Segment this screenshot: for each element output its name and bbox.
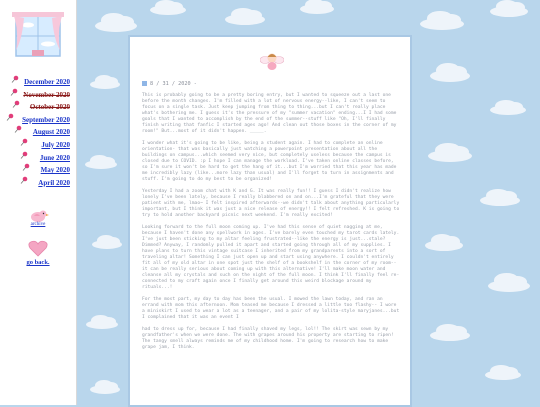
pushpin-icon bbox=[22, 163, 30, 171]
heart-icon[interactable] bbox=[28, 240, 48, 257]
date-bullet-icon bbox=[142, 81, 147, 86]
archive-link-september-2020[interactable]: September 2020 bbox=[22, 115, 70, 124]
pushpin-icon bbox=[20, 138, 28, 146]
pushpin-icon bbox=[20, 176, 28, 184]
cherub-icon bbox=[260, 51, 284, 71]
post-body bbox=[142, 93, 400, 357]
post-date-text: 8 / 31 / 2020 - bbox=[150, 81, 197, 87]
journal-entry-panel bbox=[128, 35, 412, 407]
archive-link-june-2020[interactable]: June 2020 bbox=[39, 153, 70, 162]
post-paragraph: I wonder what it's going to be like, being a student again. I had to complete an online orientation- that was basically just watching a powerpoint presentation about all the buildings on campus...which seemed very nice, but completely useless because the campus is closed due to COVID. :p I hope I can manage the workload. I've taken online classes before, so I'm sure it won't be hard to get the hang of it...but I'm worried that this year has made me incredibly lazy (like...more lazy than usual) and I'll forget to turn in assignments and stuff. I'm going to do my best to be organized! bbox=[142, 141, 397, 182]
pushpin-icon bbox=[20, 151, 28, 159]
archive-link-august-2020[interactable]: August 2020 bbox=[32, 128, 70, 137]
archive-link-april-2020[interactable]: April 2020 bbox=[38, 178, 70, 187]
month-nav bbox=[0, 78, 76, 191]
archive-link-october-2020[interactable]: October 2020 bbox=[29, 103, 70, 112]
window-curtain-icon bbox=[10, 10, 66, 62]
sidebar bbox=[0, 0, 77, 405]
post-paragraph: Looking forward to the full moon coming up. I've had this sense of quiet nagging at me, because I haven't done any spellwork in ages. I've barely even touched my tarot cards lately. I've just been sticking to my altar feeling frustrated--like the energy is just...stale? Dimmed? Anyway, I randomly pulled it apart and started going through all of my supplies. I have plans to turn this vintage suitcase I inherited from my grandparents into a sort of traveling altar! Something I can just open up and start using anywhere. I couldn't entirely fit all of my old altar in one spot just the shelf of a bookshelf in the corner of my room--it can be really serious about coming up with this alternative! I'll make moon water and cleanse all my crystals and such on the night of the full moon. I think I'll finally feel re-connected to my craft again once I finally get around this weird blockage around my rituals...! bbox=[142, 225, 400, 290]
archive-link-may-2020[interactable]: May 2020 bbox=[40, 166, 70, 175]
go-back-link[interactable]: go back. bbox=[26, 259, 50, 266]
pushpin-icon bbox=[12, 100, 20, 108]
archive-link-december-2020[interactable]: December 2020 bbox=[24, 78, 70, 86]
archive-link-november-2020[interactable]: November 2020 bbox=[23, 90, 70, 99]
post-paragraph: For the most part, my day to day has been the usual. I mowed the lawn today, and ran an errand with mom this afternoon. Mom teased me because I dressed a little too flashy-- I wore a miniskirt I used to wear a lot as a teenager, and a pair of my lolita-style maryjanes...but I complained that it was an event I bbox=[142, 297, 400, 320]
post-paragraph: Yesterday I had a zoom chat with K and G. It was really fun!! I guess I didn't realize how lonely I've been lately, because I really blabbered on and on...I'm grateful that they were patient with me, lmao~ I felt inspired afterwards--we didn't talk about anything particularly important, but I think it was just a nice release of energy!! I felt refreshed. K is going to try to hold another backyard picnic next weekend. I'm really excited! bbox=[142, 189, 400, 218]
post-date bbox=[142, 81, 197, 87]
pushpin-icon bbox=[14, 125, 22, 133]
pushpin-icon bbox=[11, 75, 19, 83]
post-paragraph: This is probably going to be a pretty boring entry, but I wanted to squeeze out a last one before the month changes. I'm filled with a lot of nervous energy--like, I can't seem to focus on a single task. Just keep jumping from thing to thing...but I can't really place what's bothering me. I guess it's the pressure of my "summer vacation" ending...I I had some goals that I wanted to accomplish by the end of the summer--stuff like "Oh, I'll finally finish writing that fanfic I started ages ago! And clean out those boxes in the corner of my room!" But...most of it didn't happen. _____. bbox=[142, 93, 397, 134]
post-paragraph: had to dress up for, because I had finally shaved my legs, lol!! The skirt was sewn by my grandfather's when we were done. The with grapes around his property are starting to ripen! The tangy smell always reminds me of my childhood home. I'm going to research how to make grape jam, I think. bbox=[142, 327, 394, 350]
pushpin-icon bbox=[10, 88, 18, 96]
pushpin-icon bbox=[6, 113, 14, 121]
archive-link-july-2020[interactable]: July 2020 bbox=[41, 140, 70, 149]
archive-link[interactable]: archive bbox=[30, 222, 46, 227]
